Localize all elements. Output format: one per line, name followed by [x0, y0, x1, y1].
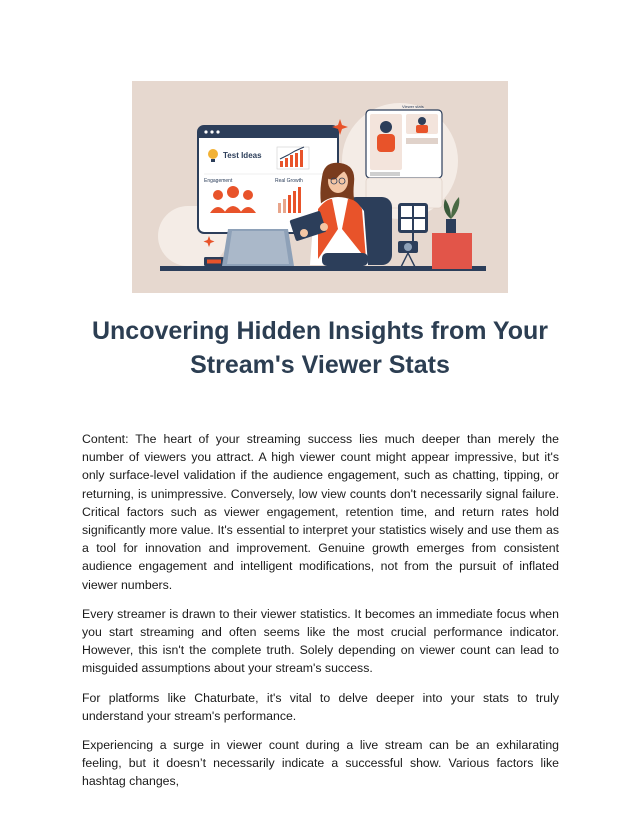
- laptop-icon: [222, 229, 294, 266]
- real-growth-label: Real Growth: [275, 178, 303, 184]
- paragraph: Content: The heart of your streaming success lies much deeper than merely the number of viewers you attract. A high viewer count might appear impressive, but it's only surface-level validation if the audience engagement, such as chatting, tipping, or returning, is unimpressive. Conversely, low view counts don't necessarily signal failure. Critical factors such as viewer engagement, retention time, and return rates hold significantly more value. It's essential to interpret your statistics wisely and use them as a tool for innovation and improvement. Genuine growth emerges from consistent audience engagement and intelligent modifications, not from the pursuit of inflated viewer numbers.: [82, 432, 559, 592]
- hero-illustration: [132, 81, 508, 293]
- paragraph: For platforms like Chaturbate, it's vital to delve deeper into your stats to truly understand your stream's performance.: [82, 690, 559, 723]
- engagement-label: Engagement: [204, 178, 233, 184]
- page-title: Uncovering Hidden Insights from Your Stream's Viewer Stats: [91, 317, 549, 379]
- paragraph: Experiencing a surge in viewer count during a live stream can be an exhilarating feeling, but it doesn’t necessarily indicate a successful show. Various factors like hashtag changes,: [82, 738, 559, 789]
- paragraph: Every streamer is drawn to their viewer statistics. It becomes an immediate focus when you start streaming and often seems like the most crucial performance indicator. However, this isn't the complete truth. Solely depending on viewer count can lead to misguided assumptions about your stream's success.: [82, 606, 559, 676]
- viewer-stats-phone: [366, 104, 442, 178]
- article-body: [82, 430, 559, 802]
- viewer-stats-label: Viewer stats: [402, 104, 424, 109]
- test-ideas-label: Test Ideas: [223, 151, 262, 160]
